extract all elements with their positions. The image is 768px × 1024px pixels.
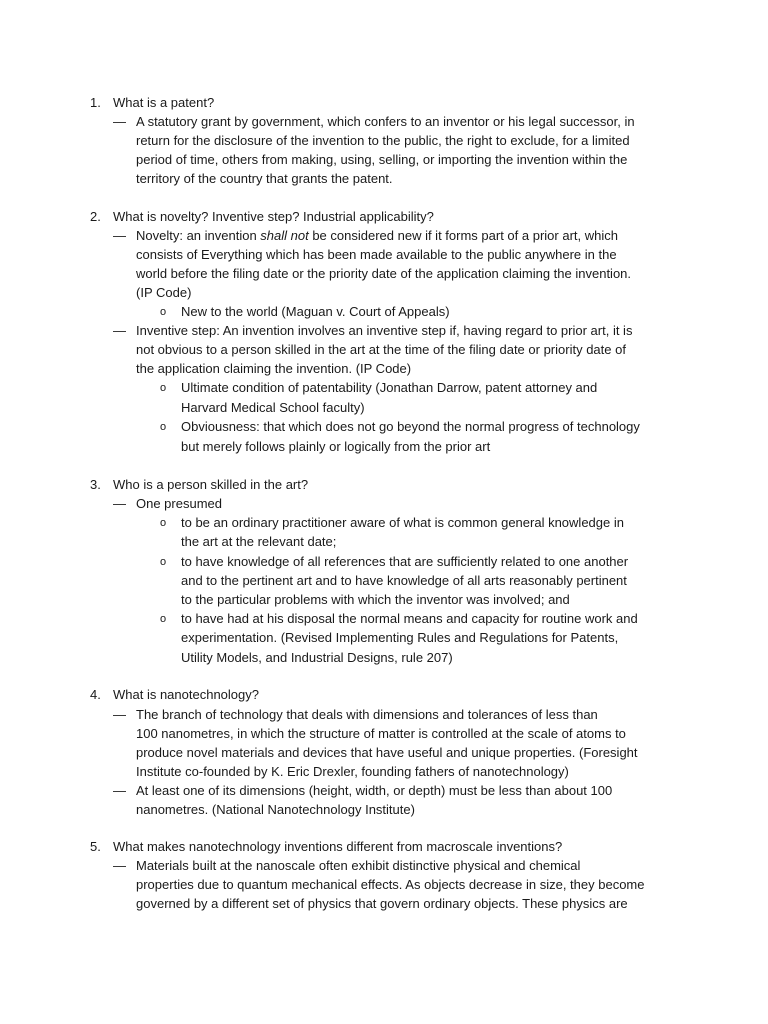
question-text: What is a patent? — [113, 95, 215, 110]
dash-marker: — — [113, 323, 126, 338]
bullet-marker: o — [160, 382, 167, 394]
answer-line: At least one of its dimensions (height, width, or depth) must be less than about 100 — [136, 783, 613, 798]
bullet-marker: o — [160, 306, 167, 318]
bullet-line: New to the world (Maguan v. Court of Appeals) — [181, 304, 450, 319]
dash-marker: — — [113, 228, 126, 243]
bullet-line: but merely follows plainly or logically from the prior art — [181, 439, 491, 454]
bullet-line: to be an ordinary practitioner aware of what is common general knowledge in — [181, 515, 624, 530]
answer-line: nanometres. (National Nanotechnology Institute) — [136, 802, 415, 817]
question-text: What is novelty? Inventive step? Industrial applicability? — [113, 209, 434, 224]
bullet-line: to have had at his disposal the normal means and capacity for routine work and — [181, 611, 638, 626]
novelty-text: Novelty: an invention — [136, 228, 261, 243]
question-number: 5. — [90, 839, 101, 854]
dash-marker: — — [113, 496, 126, 511]
dash-marker: — — [113, 114, 126, 129]
bullet-line: experimentation. (Revised Implementing Rules and Regulations for Patents, — [181, 630, 619, 645]
bullet-line: to the particular problems with which the inventor was involved; and — [181, 592, 570, 607]
answer-line: consists of Everything which has been made available to the public anywhere in the — [136, 247, 617, 262]
answer-line: The branch of technology that deals with dimensions and tolerances of less than — [136, 707, 598, 722]
answer-line: period of time, others from making, using, selling, or importing the invention within the — [136, 152, 628, 167]
dash-marker: — — [113, 707, 126, 722]
answer-line: Materials built at the nanoscale often exhibit distinctive physical and chemical — [136, 858, 581, 873]
question-text: What makes nanotechnology inventions different from macroscale inventions? — [113, 839, 563, 854]
answer-line: territory of the country that grants the patent. — [136, 171, 393, 186]
bullet-line: Obviousness: that which does not go beyond the normal progress of technology — [181, 419, 640, 434]
bullet-marker: o — [160, 556, 167, 568]
answer-line: A statutory grant by government, which confers to an inventor or his legal successor, in — [136, 114, 635, 129]
bullet-marker: o — [160, 421, 167, 433]
bullet-line: Harvard Medical School faculty) — [181, 400, 365, 415]
answer-line: not obvious to a person skilled in the art at the time of the filing date or priority date of — [136, 342, 626, 357]
bullet-marker: o — [160, 517, 167, 529]
bullet-line: to have knowledge of all references that are sufficiently related to one another — [181, 554, 629, 569]
question-text: Who is a person skilled in the art? — [113, 477, 309, 492]
answer-line: 100 nanometres, in which the structure of matter is controlled at the scale of atoms to — [136, 726, 626, 741]
answer-line: One presumed — [136, 496, 222, 511]
dash-marker: — — [113, 783, 126, 798]
bullet-line: the art at the relevant date; — [181, 534, 337, 549]
answer-line: produce novel materials and devices that have useful and unique properties. (Foresight — [136, 745, 638, 760]
bullet-marker: o — [160, 613, 167, 625]
question-number: 3. — [90, 477, 101, 492]
answer-line: world before the filing date or the priority date of the application claiming the invention. — [136, 266, 632, 281]
answer-line: Institute co-founded by K. Eric Drexler, founding fathers of nanotechnology) — [136, 764, 569, 779]
answer-line: return for the disclosure of the invention to the public, the right to exclude, for a limited — [136, 133, 630, 148]
dash-marker: — — [113, 858, 126, 873]
question-number: 1. — [90, 95, 101, 110]
emphasis-text: shall not — [260, 228, 309, 243]
question-number: 2. — [90, 209, 101, 224]
answer-line: (IP Code) — [136, 285, 192, 300]
bullet-line: Ultimate condition of patentability (Jonathan Darrow, patent attorney and — [181, 380, 598, 395]
answer-line — [136, 228, 618, 244]
answer-line: properties due to quantum mechanical effects. As objects decrease in size, they become — [136, 877, 645, 892]
bullet-line: Utility Models, and Industrial Designs, rule 207) — [181, 650, 453, 665]
question-number: 4. — [90, 687, 101, 702]
question-text: What is nanotechnology? — [113, 687, 259, 702]
answer-line: governed by a different set of physics that govern ordinary objects. These physics are — [136, 896, 628, 911]
answer-line: the application claiming the invention. (IP Code) — [136, 361, 412, 376]
novelty-text: be considered new if it forms part of a prior art, which — [308, 228, 618, 243]
bullet-line: and to the pertinent art and to have knowledge of all arts reasonably pertinent — [181, 573, 627, 588]
answer-line: Inventive step: An invention involves an inventive step if, having regard to prior art, it is — [136, 323, 633, 338]
